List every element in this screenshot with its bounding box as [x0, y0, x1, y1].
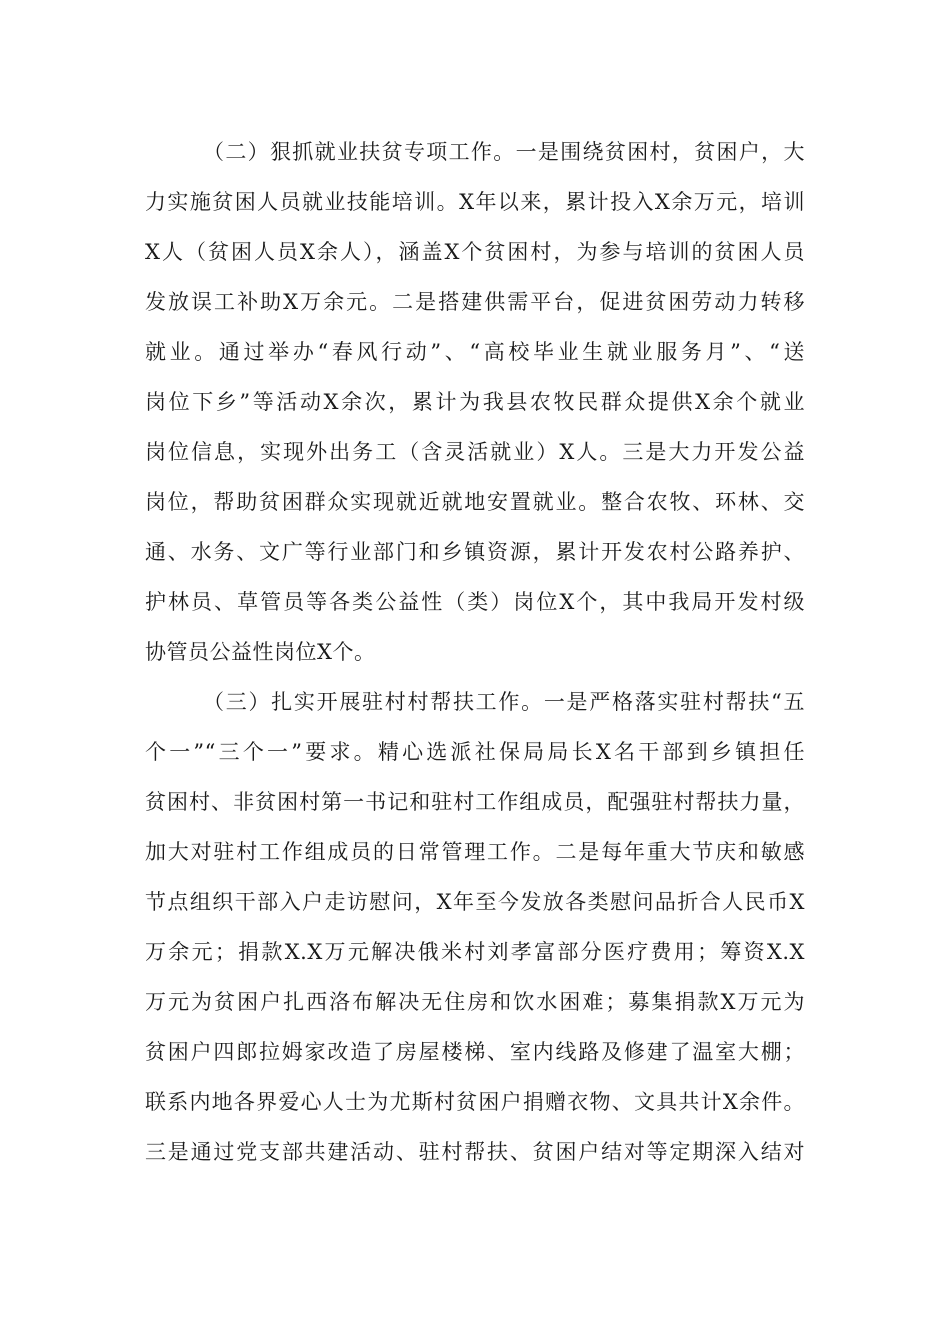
text-line: 贫困村、非贫困村第一书记和驻村工作组成员，配强驻村帮扶力量， [145, 790, 805, 814]
text-line: 协管员公益性岗位X个。 [145, 640, 376, 664]
text-line: 力实施贫困人员就业技能培训。X年以来，累计投入X余万元，培训 [145, 190, 805, 214]
text-line: 护林员、草管员等各类公益性（类）岗位X个，其中我局开发村级 [145, 590, 805, 614]
text-line: （三）扎实开展驻村村帮扶工作。一是严格落实驻村帮扶“五 [203, 690, 805, 714]
text-line: 节点组织干部入户走访慰问，X年至今发放各类慰问品折合人民币X [145, 890, 805, 914]
text-line: 联系内地各界爱心人士为尤斯村贫困户捐赠衣物、文具共计X余件。 [145, 1090, 805, 1114]
text-line: 贫困户四郎拉姆家改造了房屋楼梯、室内线路及修建了温室大棚； [145, 1040, 805, 1064]
text-line: 发放误工补助X万余元。二是搭建供需平台，促进贫困劳动力转移 [145, 290, 805, 314]
text-line: X人（贫困人员X余人），涵盖X个贫困村，为参与培训的贫困人员 [145, 240, 805, 264]
text-line: （二）狠抓就业扶贫专项工作。一是围绕贫困村，贫困户，大 [203, 140, 805, 164]
text-line: 岗位，帮助贫困群众实现就近就地安置就业。整合农牧、环林、交 [145, 490, 805, 514]
text-line: 加大对驻村工作组成员的日常管理工作。二是每年重大节庆和敏感 [145, 840, 805, 864]
text-line: 万元为贫困户扎西洛布解决无住房和饮水困难；募集捐款X万元为 [145, 990, 805, 1014]
text-line: 通、水务、文广等行业部门和乡镇资源，累计开发农村公路养护、 [145, 540, 805, 564]
text-line: 万余元；捐款X.X万元解决俄米村刘孝富部分医疗费用；筹资X.X [145, 940, 805, 964]
text-line: 就业。通过举办“春风行动”、“高校毕业生就业服务月”、“送 [145, 340, 805, 364]
text-line: 岗位下乡”等活动X余次，累计为我县农牧民群众提供X余个就业 [145, 390, 805, 414]
text-line: 三是通过党支部共建活动、驻村帮扶、贫困户结对等定期深入结对 [145, 1140, 805, 1164]
text-line: 个一”“三个一”要求。精心选派社保局局长X名干部到乡镇担任 [145, 740, 805, 764]
text-line: 岗位信息，实现外出务工（含灵活就业）X人。三是大力开发公益 [145, 440, 805, 464]
